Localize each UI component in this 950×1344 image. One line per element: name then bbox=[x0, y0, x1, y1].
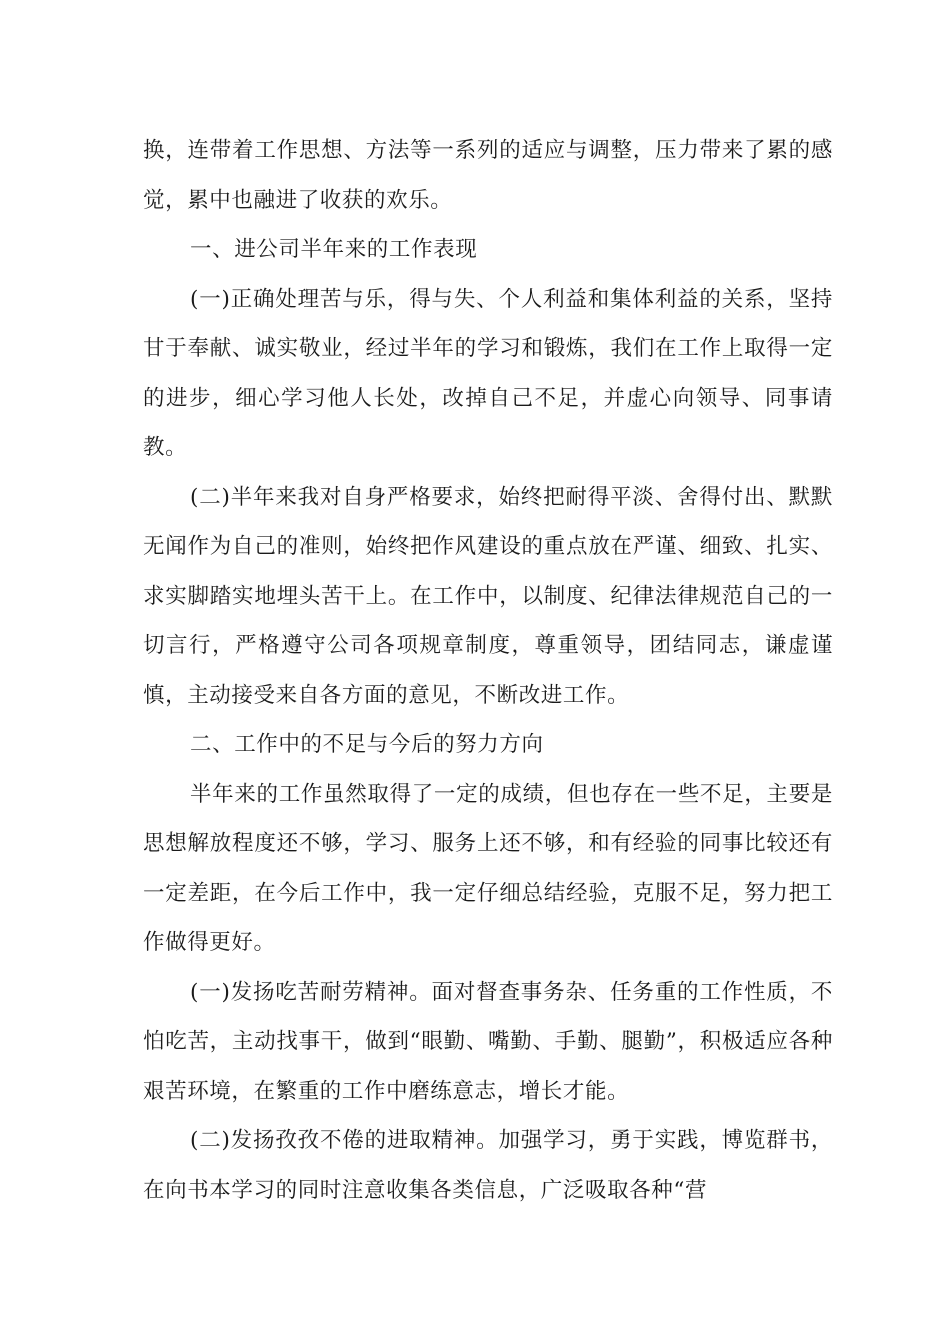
document-body bbox=[143, 126, 833, 1215]
paragraph-1-1: (一)正确处理苦与乐，得与失、个人利益和集体利益的关系，坚持甘于奉献、诚实敬业，经过半年的学习和锻炼，我们在工作上取得一定的进步，细心学习他人长处，改掉自己不足，并虚心向领导、同事请教。 bbox=[143, 286, 833, 460]
paragraph-continuation: 换，连带着工作思想、方法等一系列的适应与调整，压力带来了累的感觉，累中也融进了收获的欢乐。 bbox=[143, 138, 833, 213]
paragraph-2-2: (二)发扬孜孜不倦的进取精神。加强学习，勇于实践，博览群书，在向书本学习的同时注意收集各类信息，广泛吸取各种“营 bbox=[143, 1128, 833, 1203]
section-heading-2: 二、工作中的不足与今后的努力方向 bbox=[190, 732, 544, 757]
paragraph-2-intro: 半年来的工作虽然取得了一定的成绩，但也存在一些不足，主要是思想解放程度还不够，学习、服务上还不够，和有经验的同事比较还有一定差距，在今后工作中，我一定仔细总结经验，克服不足，努力把工作做得更好。 bbox=[143, 781, 833, 955]
paragraph-2-1: (一)发扬吃苦耐劳精神。面对督查事务杂、任务重的工作性质，不怕吃苦，主动找事干，做到“眼勤、嘴勤、手勤、腿勤”，积极适应各种艰苦环境，在繁重的工作中磨练意志，增长才能。 bbox=[143, 979, 833, 1104]
paragraph-1-2: (二)半年来我对自身严格要求，始终把耐得平淡、舍得付出、默默无闻作为自己的准则，始终把作风建设的重点放在严谨、细致、扎实、求实脚踏实地埋头苦干上。在工作中，以制度、纪律法律规范自己的一切言行，严格遵守公司各项规章制度，尊重领导，团结同志，谦虚谨慎，主动接受来自各方面的意见，不断改进工作。 bbox=[143, 484, 833, 708]
section-heading-1: 一、进公司半年来的工作表现 bbox=[190, 237, 478, 262]
